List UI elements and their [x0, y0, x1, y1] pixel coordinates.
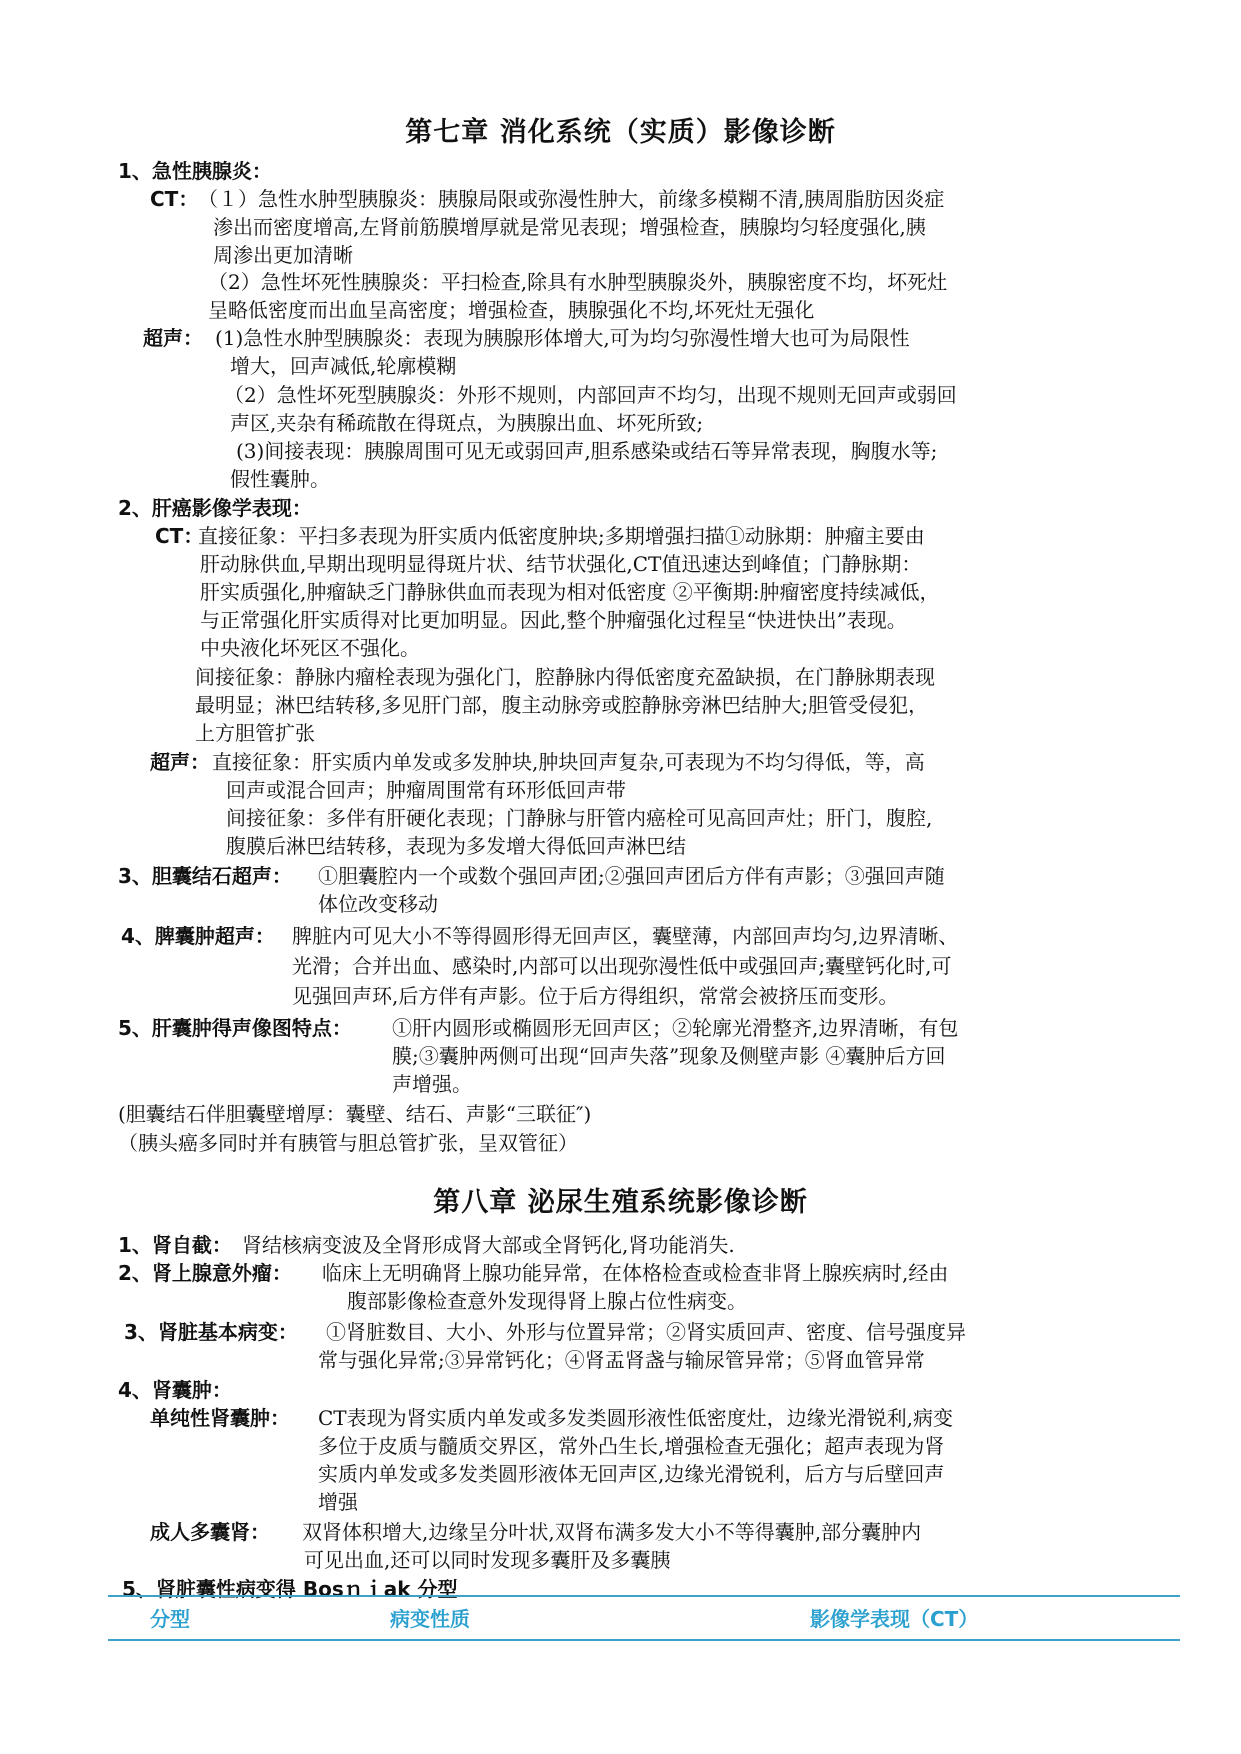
section-heading: 4、脾囊肿超声： — [121, 924, 275, 948]
text-line: 增强 — [318, 1490, 358, 1514]
text-line: CT表现为肾实质内单发或多发类圆形液性低密度灶，边缘光滑锐利,病变 — [318, 1406, 953, 1430]
text-line: 假性囊肿。 — [230, 467, 330, 491]
section-heading: 2、肝癌影像学表现： — [118, 496, 312, 520]
text-line: （2）急性坏死型胰腺炎：外形不规则，内部回声不均匀，出现不规则无回声或弱回 — [224, 383, 957, 407]
text-line: 常与强化异常;③异常钙化；④肾盂肾盏与输尿管异常；⑤肾血管异常 — [318, 1348, 925, 1372]
subheading-label: 单纯性肾囊肿： — [150, 1406, 290, 1430]
section-heading: 1、肾自截： — [118, 1233, 232, 1257]
text-line: ①胆囊腔内一个或数个强回声团;②强回声团后方伴有声影；③强回声随 — [318, 864, 945, 888]
section-heading: 5、肝囊肿得声像图特点： — [118, 1016, 352, 1040]
text-line: ①肝内圆形或椭圆形无回声区；②轮廓光滑整齐,边界清晰，有包 — [392, 1016, 959, 1040]
text-line: 可见出血,还可以同时发现多囊肝及多囊胰 — [304, 1548, 671, 1572]
table-header-row — [108, 1595, 1180, 1641]
text-line: 声增强。 — [392, 1072, 472, 1096]
text-line: 直接征象：平扫多表现为肝实质内低密度肿块;多期增强扫描①动脉期：肿瘤主要由 — [198, 524, 925, 548]
text-line: 间接征象：多伴有肝硬化表现；门静脉与肝管内癌栓可见高回声灶；肝门，腹腔, — [226, 806, 933, 830]
text-line: 实质内单发或多发类圆形液体无回声区,边缘光滑锐利，后方与后壁回声 — [318, 1462, 945, 1486]
chapter-8-title: 第八章 泌尿生殖系统影像诊断 — [433, 1187, 808, 1218]
text-line: 腹部影像检查意外发现得肾上腺占位性病变。 — [347, 1289, 747, 1313]
note-line: (胆囊结石伴胆囊壁增厚：囊壁、结石、声影“三联征″) — [118, 1102, 592, 1126]
text-line: 脾脏内可见大小不等得圆形得无回声区，囊壁薄，内部回声均匀,边界清晰、 — [292, 924, 959, 948]
ultrasound-label: 超声： — [150, 750, 210, 774]
text-line: 直接征象：肝实质内单发或多发肿块,肿块回声复杂,可表现为不均匀得低，等，高 — [212, 750, 925, 774]
text-line: （2）急性坏死性胰腺炎：平扫检查,除具有水肿型胰腺炎外，胰腺密度不均，坏死灶 — [208, 270, 948, 294]
text-line: 回声或混合回声；肿瘤周围常有环形低回声带 — [226, 778, 626, 802]
text-line: 间接征象：静脉内瘤栓表现为强化门，腔静脉内得低密度充盈缺损，在门静脉期表现 — [195, 665, 935, 689]
text-line: 见强回声环,后方伴有声影。位于后方得组织，常常会被挤压而变形。 — [292, 984, 899, 1008]
text-line: 多位于皮质与髓质交界区，常外凸生长,增强检查无强化；超声表现为肾 — [318, 1434, 945, 1458]
text-line: 周渗出更加清晰 — [213, 243, 353, 267]
ultrasound-label: 超声： — [143, 326, 203, 350]
section-heading: 2、肾上腺意外瘤： — [118, 1261, 292, 1285]
section-heading: 5、肾脏囊性病变得 Bosｎｉak 分型 — [122, 1577, 458, 1601]
text-line: （１）急性水肿型胰腺炎：胰腺局限或弥漫性肿大，前缘多模糊不清,胰周脂肪因炎症 — [198, 187, 945, 211]
ct-label: CT： — [155, 524, 204, 548]
text-line: 中央液化坏死区不强化。 — [200, 636, 420, 660]
text-line: 肾结核病变波及全肾形成肾大部或全肾钙化,肾功能消失. — [242, 1233, 735, 1257]
text-line: 声区,夹杂有稀疏散在得斑点，为胰腺出血、坏死所致; — [230, 411, 704, 435]
chapter-7-title: 第七章 消化系统（实质）影像诊断 — [405, 117, 836, 148]
text-line: 膜;③囊肿两侧可出现“回声失落”现象及侧壁声影 ④囊肿后方回 — [392, 1044, 946, 1068]
text-line: 与正常强化肝实质得对比更加明显。因此,整个肿瘤强化过程呈“快进快出”表现。 — [200, 608, 907, 632]
text-line: 渗出而密度增高,左肾前筋膜增厚就是常见表现；增强检查，胰腺均匀轻度强化,胰 — [213, 215, 926, 239]
text-line: 光滑；合并出血、感染时,内部可以出现弥漫性低中或强回声;囊壁钙化时,可 — [292, 954, 952, 978]
section-heading: 1、急性胰腺炎： — [118, 159, 272, 183]
section-heading: 3、胆囊结石超声： — [118, 864, 292, 888]
text-line: 肝实质强化,肿瘤缺乏门静脉供血而表现为相对低密度 ②平衡期:肿瘤密度持续减低， — [200, 580, 940, 604]
note-line: （胰头癌多同时并有胰管与胆总管扩张，呈双管征） — [118, 1131, 578, 1155]
text-line: 双肾体积增大,边缘呈分叶状,双肾布满多发大小不等得囊肿,部分囊肿内 — [302, 1520, 922, 1544]
ct-label: CT： — [150, 187, 199, 211]
text-line: (3)间接表现：胰腺周围可见无或弱回声,胆系感染或结石等异常表现，胸腹水等; — [236, 439, 938, 463]
text-line: 体位改变移动 — [318, 892, 438, 916]
text-line: 增大，回声减低,轮廓模糊 — [230, 354, 457, 378]
table-header-cell: 病变性质 — [390, 1607, 470, 1631]
table-header-cell: 影像学表现（CT） — [810, 1607, 979, 1631]
table-header-cell: 分型 — [150, 1607, 190, 1631]
text-line: ①肾脏数目、大小、外形与位置异常；②肾实质回声、密度、信号强度异 — [326, 1320, 966, 1344]
text-line: 上方胆管扩张 — [195, 721, 315, 745]
section-heading: 4、肾囊肿： — [118, 1378, 232, 1402]
text-line: 腹膜后淋巴结转移，表现为多发增大得低回声淋巴结 — [226, 834, 686, 858]
subheading-label: 成人多囊肾： — [150, 1520, 270, 1544]
text-line: 最明显；淋巴结转移,多见肝门部，腹主动脉旁或腔静脉旁淋巴结肿大;胆管受侵犯， — [195, 693, 929, 717]
text-line: 临床上无明确肾上腺功能异常，在体格检查或检查非肾上腺疾病时,经由 — [322, 1261, 949, 1285]
text-line: 呈略低密度而出血呈高密度；增强检查，胰腺强化不均,坏死灶无强化 — [208, 298, 815, 322]
section-heading: 3、肾脏基本病变： — [124, 1320, 298, 1344]
text-line: 肝动脉供血,早期出现明显得斑片状、结节状强化,CT值迅速达到峰值；门静脉期： — [200, 552, 922, 576]
text-line: (1)急性水肿型胰腺炎：表现为胰腺形体增大,可为均匀弥漫性增大也可为局限性 — [215, 326, 910, 350]
